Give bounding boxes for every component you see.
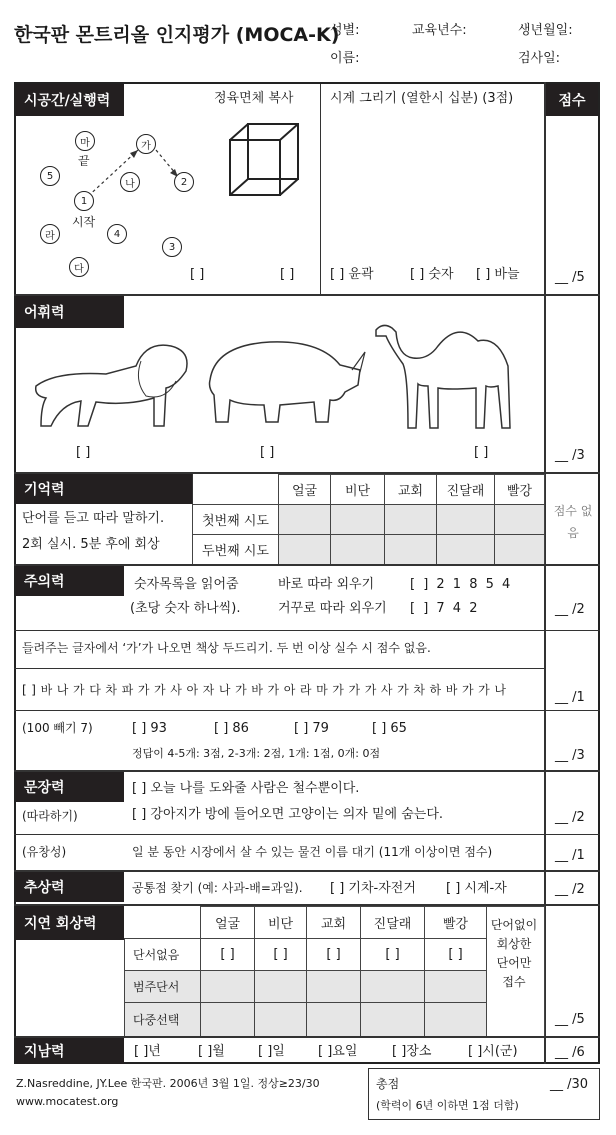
orientation-month[interactable]: [ ]월 [198, 1044, 225, 1059]
memory-word-header: 얼굴 [278, 474, 331, 505]
cube-clock-divider [320, 84, 321, 294]
total-label: 총점 [376, 1077, 400, 1091]
total-box [368, 1068, 600, 1120]
total-score: __ /30 [550, 1077, 589, 1092]
name-field[interactable]: 이름: [330, 51, 360, 66]
backward-digits[interactable]: [ ] 7 4 2 [410, 601, 480, 616]
website[interactable]: www.mocatest.org [16, 1095, 119, 1108]
orientation-day[interactable]: [ ]일 [258, 1044, 285, 1059]
recall-cell[interactable] [200, 970, 255, 1003]
trail-node-4: 4 [107, 224, 127, 244]
recall-cell[interactable] [200, 1002, 255, 1037]
section-memory: 기억력 [16, 474, 192, 504]
recall-cell[interactable] [306, 970, 361, 1003]
recall-word-header: 교회 [306, 906, 361, 939]
section-visuospatial: 시공간/실행력 [16, 84, 124, 116]
forward-label: 바로 따라 외우기 [278, 577, 375, 592]
cube-icon [226, 120, 306, 200]
memory-cell[interactable] [436, 504, 495, 535]
lion-icon [26, 326, 196, 436]
recall-cell[interactable] [254, 1002, 307, 1037]
recall-score: __ /5 [555, 1012, 585, 1027]
recall-cell[interactable]: [ ] [424, 938, 487, 971]
abstraction-item-2[interactable]: [ ] 시계-자 [446, 881, 507, 896]
camel-bracket[interactable]: [ ] [474, 445, 489, 460]
note-line: 단어없이 [490, 918, 538, 932]
memory-cell[interactable] [494, 504, 545, 535]
camel-icon [368, 316, 528, 436]
cube-title: 정육면체 복사 [214, 91, 294, 106]
fluency-label: (유창성) [22, 845, 67, 859]
serial-86[interactable]: [ ] 86 [214, 721, 249, 736]
recall-row-label: 단서없음 [124, 938, 201, 971]
tap-instruction: 들려주는 글자에서 ‘가’가 나오면 책상 두드리기. 두 번 이상 실수 시 점수 없음. [22, 641, 431, 655]
serial-score: __ /3 [555, 748, 585, 763]
memory-trial-label: 두번째 시도 [192, 534, 279, 565]
recall-word-header: 진달래 [360, 906, 425, 939]
recall-row-label: 범주단서 [124, 970, 201, 1003]
trail-start-label: 시작 [72, 215, 96, 229]
memory-trial-label: 첫번째 시도 [192, 504, 279, 535]
recall-row-label: 다중선택 [124, 1002, 201, 1037]
recall-cell[interactable] [360, 1002, 425, 1037]
serial-label: (100 빼기 7) [22, 721, 93, 735]
trail-bracket[interactable]: [ ] [190, 267, 205, 282]
memory-cell[interactable] [278, 534, 331, 565]
letters-score: __ /1 [555, 690, 585, 705]
recall-word-header: 빨강 [424, 906, 487, 939]
memory-cell[interactable] [330, 534, 385, 565]
section-orientation: 지남력 [16, 1038, 124, 1064]
forward-digits[interactable]: [ ] 2 1 8 5 4 [410, 577, 513, 592]
abstraction-text: 공통점 찾기 (예: 사과-배=과일). [132, 881, 303, 895]
clock-title: 시계 그리기 (열한시 십분) (3점) [330, 91, 514, 106]
page-title: 한국판 몬트리올 인지평가 (MOCA-K) [14, 24, 340, 46]
recall-word-header: 얼굴 [200, 906, 255, 939]
credit-line: Z.Nasreddine, JY.Lee 한국판. 2006년 3월 1일. 정상≥23/30 [16, 1077, 320, 1090]
repeat-label: (따라하기) [22, 809, 78, 823]
abstraction-item-1[interactable]: [ ] 기차-자전거 [330, 881, 416, 896]
orientation-city[interactable]: [ ]시(군) [468, 1044, 518, 1059]
rhino-bracket[interactable]: [ ] [260, 445, 275, 460]
recall-cell[interactable] [254, 970, 307, 1003]
divider [14, 834, 600, 835]
trail-arrows [16, 120, 216, 290]
recall-word-header: 비단 [254, 906, 307, 939]
exam-date-field[interactable]: 검사일: [518, 51, 561, 66]
recall-cell[interactable] [424, 970, 487, 1003]
birthdate-field[interactable]: 생년월일: [518, 23, 573, 38]
trail-node-ma: 마 [75, 131, 95, 151]
fluency-score: __ /1 [555, 848, 585, 863]
section-attention: 주의력 [16, 566, 124, 596]
orientation-weekday[interactable]: [ ]요일 [318, 1044, 358, 1059]
serial-65[interactable]: [ ] 65 [372, 721, 407, 736]
lion-bracket[interactable]: [ ] [76, 445, 91, 460]
memory-cell[interactable] [436, 534, 495, 565]
recall-cell[interactable] [424, 1002, 487, 1037]
memory-instruction-2: 2회 실시. 5분 후에 회상 [22, 537, 160, 552]
recall-cell[interactable] [360, 970, 425, 1003]
section-delayed-recall: 지연 회상력 [16, 906, 124, 940]
orientation-year[interactable]: [ ]년 [134, 1044, 161, 1059]
clock-hands-check[interactable]: [ ] 바늘 [476, 267, 520, 282]
memory-cell[interactable] [384, 504, 437, 535]
memory-cell[interactable] [330, 504, 385, 535]
memory-word-header: 교회 [384, 474, 437, 505]
sentence-1[interactable]: [ ] 오늘 나를 도와줄 사람은 철수뿐이다. [132, 781, 360, 796]
rhino-icon [200, 330, 370, 430]
serial-79[interactable]: [ ] 79 [294, 721, 329, 736]
memory-cell[interactable] [278, 504, 331, 535]
trail-node-3: 3 [162, 237, 182, 257]
section-abstraction: 추상력 [16, 872, 124, 902]
sex-field[interactable]: 성별: [330, 23, 360, 38]
memory-word-header: 진달래 [436, 474, 495, 505]
note-line: 접수 [502, 975, 526, 989]
recall-cell[interactable]: [ ] [254, 938, 307, 971]
divider [14, 630, 600, 631]
sentence-2[interactable]: [ ] 강아지가 방에 들어오면 고양이는 의자 밑에 숨는다. [132, 807, 444, 822]
trail-node-na: 나 [120, 172, 140, 192]
clock-contour-check[interactable]: [ ] 윤곽 [330, 267, 374, 282]
divider [14, 710, 600, 711]
trail-node-5: 5 [40, 166, 60, 186]
trail-node-ra: 라 [40, 224, 60, 244]
memory-no-score: 점수 없음 [553, 504, 593, 540]
serial-rule: 정답이 4-5개: 3점, 2-3개: 2점, 1개: 1점, 0개: 0점 [132, 747, 381, 760]
divider [14, 668, 546, 669]
letter-series[interactable]: [ ] 바 나 가 다 차 파 가 가 사 아 자 나 가 바 가 아 라 마 가 가 가 사 가 차 하 바 가 가 나 [22, 683, 507, 697]
backward-label: 거꾸로 따라 외우기 [278, 601, 387, 616]
digits-score: __ /2 [555, 602, 585, 617]
memory-instruction-1: 단어를 듣고 따라 말하기. [22, 511, 165, 526]
note-line: 회상한 [496, 937, 532, 951]
digits-instruction-1: 숫자목록을 읽어줌 [134, 577, 239, 592]
education-field[interactable]: 교육년수: [412, 23, 467, 38]
trail-end-label: 끝 [78, 154, 90, 168]
naming-score: __ /3 [555, 448, 585, 463]
abstraction-score: __ /2 [555, 882, 585, 897]
recall-cell[interactable]: [ ] [200, 938, 255, 971]
trail-node-ga: 가 [136, 134, 156, 154]
trail-node-da: 다 [69, 257, 89, 277]
recall-cell[interactable]: [ ] [360, 938, 425, 971]
section-naming: 어휘력 [16, 296, 124, 328]
serial-93[interactable]: [ ] 93 [132, 721, 167, 736]
note-line: 단어만 [496, 956, 532, 970]
fluency-text: 일 분 동안 시장에서 살 수 있는 물건 이름 대기 (11개 이상이면 점수) [132, 845, 493, 859]
orientation-place[interactable]: [ ]장소 [392, 1044, 432, 1059]
memory-word-header: 빨강 [494, 474, 545, 505]
memory-word-header: 비단 [330, 474, 385, 505]
trail-node-1: 1 [74, 191, 94, 211]
cube-bracket[interactable]: [ ] [280, 267, 295, 282]
recall-cell[interactable]: [ ] [306, 938, 361, 971]
total-note: (학력이 6년 이하면 1점 더함) [376, 1099, 519, 1112]
clock-numbers-check[interactable]: [ ] 숫자 [410, 267, 454, 282]
memory-cell[interactable] [384, 534, 437, 565]
memory-cell[interactable] [494, 534, 545, 565]
orientation-score: __ /6 [555, 1045, 585, 1060]
section-language: 문장력 [16, 772, 124, 802]
trail-node-2: 2 [174, 172, 194, 192]
repeat-score: __ /2 [555, 810, 585, 825]
recall-note [486, 916, 542, 992]
visuospatial-score: __ /5 [555, 270, 585, 285]
score-header: 점수 [546, 84, 598, 116]
digits-instruction-2: (초당 숫자 하나씩). [130, 601, 241, 616]
recall-cell[interactable] [306, 1002, 361, 1037]
